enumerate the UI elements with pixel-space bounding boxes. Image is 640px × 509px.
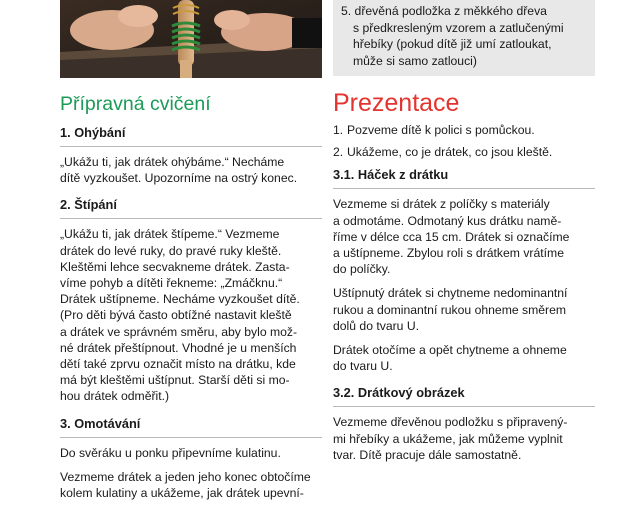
text-line: Drátek uštípneme. Necháme vyzkoušet dítě. <box>60 292 300 307</box>
text-line: Kleštěmi lehce secvakneme drátek. Zasta- <box>60 259 290 274</box>
paragraph-hook-2 <box>333 285 595 334</box>
list-number: 2. <box>333 145 344 160</box>
subheading-cutting: 2. Štípání <box>60 194 322 219</box>
materials-line: s předkresleným vzorem a zatlučenými <box>353 20 564 35</box>
paragraph-hook-1 <box>333 196 595 277</box>
paragraph-wrapping-1: Do svěráku u ponku připevníme kulatinu. <box>60 445 281 460</box>
list-number: 1. <box>333 123 344 137</box>
list-item <box>333 144 595 160</box>
paragraph-hook-3 <box>333 342 595 374</box>
text-line: Vezmeme si drátek z políčky s materiály <box>333 197 550 212</box>
materials-line: hřebíky (pokud dítě již umí zatloukat, <box>353 37 552 51</box>
text-line: má být kleštěmi uštípnut. Starší děti si mo- <box>60 373 290 388</box>
text-line: „Ukážu ti, jak drátek štípeme.“ Vezmeme <box>60 227 280 242</box>
text-line: a odmotáme. Odmotaný kus drátku namě- <box>333 213 562 228</box>
right-column <box>333 88 595 471</box>
text-line: rukou a dominantní rukou ohneme směrem <box>333 302 567 317</box>
text-line: do políčky. <box>333 262 391 277</box>
text-line: kolem kulatiny a ukážeme, jak drátek upevní- <box>60 486 304 501</box>
text-line: říme v délce cca 15 cm. Drátek si označíme <box>333 229 570 244</box>
section-title-presentation: Prezentace <box>333 89 460 117</box>
text-line: a uštípneme. Zbylou roli s drátkem vrátíme <box>333 246 564 261</box>
text-line: víme pohyb a dítěti řekneme: „Zmáčknu.“ <box>60 276 283 291</box>
text-line: dítě vyzkoušet. Upozorníme na ostrý konec. <box>60 171 298 186</box>
materials-line: 5. dřevěná podložka z měkkého dřeva <box>341 4 547 18</box>
materials-line: může si samo zatlouci) <box>353 53 477 68</box>
subheading-wire-picture: 3.2. Drátkový obrázek <box>333 382 595 407</box>
text-line: dětí také zprvu označit místo na drátku, kde <box>60 357 296 372</box>
text-line: (Pro děti bývá často obtížné nastavit kleště <box>60 308 292 323</box>
list-text: Pozveme dítě k polici s pomůckou. <box>347 123 535 137</box>
text-line: Vezmeme drátek a jeden jeho konec obtočíme <box>60 469 311 484</box>
text-line: Uštípnutý drátek si chytneme nedominantní <box>333 286 568 301</box>
text-line: dolů do tvaru U. <box>333 318 420 333</box>
list-item <box>333 122 595 138</box>
paragraph-wrapping-2 <box>60 469 322 501</box>
subheading-bending: 1. Ohýbání <box>60 122 322 147</box>
paragraph-bending <box>60 154 322 186</box>
text-line: hou drátek odměřit.) <box>60 389 170 404</box>
photo-wire-wrapping <box>60 0 322 78</box>
materials-box <box>333 0 595 76</box>
text-line: do tvaru U. <box>333 359 393 374</box>
text-line: né drátek přeštípnout. Vhodné je u menších <box>60 340 297 355</box>
text-line: tvar. Dítě pracuje dále samostatně. <box>333 447 522 462</box>
paragraph-wire-picture <box>333 414 595 463</box>
subheading-wire-hook: 3.1. Háček z drátku <box>333 164 595 189</box>
text-line: „Ukážu ti, jak drátek ohýbáme.“ Necháme <box>60 155 285 169</box>
list-text: Ukážeme, co je drátek, co jsou kleště. <box>347 145 553 160</box>
left-column <box>60 88 322 509</box>
paragraph-cutting <box>60 226 322 404</box>
subheading-wrapping: 3. Omotávání <box>60 413 322 438</box>
section-title-preparatory-exercises: Přípravná cvičení <box>60 93 211 115</box>
text-line: Drátek otočíme a opět chytneme a ohneme <box>333 343 567 358</box>
text-line: a drátek ve správném směru, aby bylo mož- <box>60 324 298 339</box>
text-line: mi hřebíky a ukážeme, jak můžeme vyplnit <box>333 431 563 446</box>
text-line: Vezmeme dřevěnou podložku s připravený- <box>333 415 568 430</box>
text-line: drátek do levé ruky, do pravé ruky kleště. <box>60 243 282 258</box>
